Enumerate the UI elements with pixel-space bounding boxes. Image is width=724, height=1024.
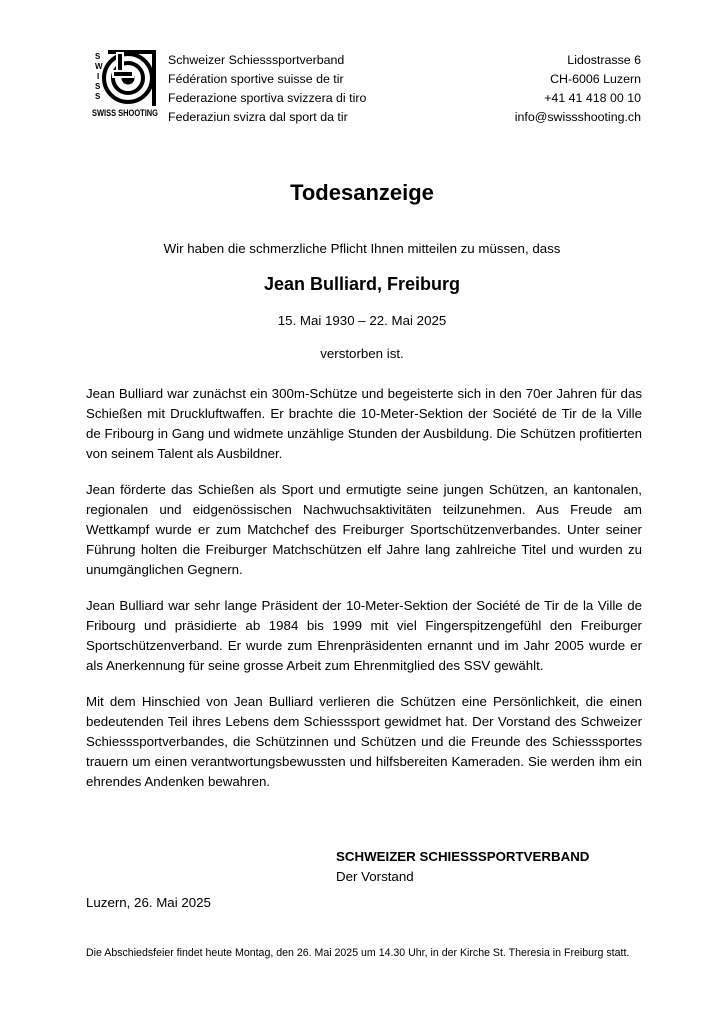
page-title: Todesanzeige (290, 180, 434, 205)
life-dates: 15. Mai 1930 – 22. Mai 2025 (277, 313, 447, 328)
address-email: info@swissshooting.ch (514, 110, 641, 124)
place-date: Luzern, 26. Mai 2025 (86, 895, 211, 910)
paragraph: Jean Bulliard war sehr lange Präsident der 10-Meter-Sektion der Société de Tir de la Ville de Fribourg und präsidierte ab 1984 bis 1999 mit viel Fingerspitzengefühl den Freiburger Sportschützenverband. Er wurde zum Ehrenpräsidenten ernannt und im Jahr 2005 wurde er als Anerkennung für seine grosse Arbeit zum Ehrenmitglied des SSV gewählt. (86, 598, 642, 673)
address-city: CH-6006 Luzern (550, 72, 641, 86)
address-phone: +41 41 418 00 10 (544, 91, 641, 105)
paragraph: Jean Bulliard war zunächst ein 300m-Schütze und begeisterte sich in den 70er Jahren für das Schießen mit Druckluftwaffen. Er brachte die 10-Meter-Sektion der Société de Tir de la Ville de Fribourg in Gang und widmete unzählige Stunden der Ausbildung. Die Schützen profitierten von seinem Talent als Ausbildner. (86, 386, 642, 461)
address-street: Lidostrasse 6 (567, 53, 641, 67)
organization-names (168, 51, 366, 127)
org-name-it: Federazione sportiva svizzera di tiro (168, 91, 367, 105)
obituary-body (86, 384, 642, 808)
contact-address (515, 51, 641, 127)
org-name-fr: Fédération sportive suisse de tir (168, 72, 344, 86)
footer-note: Die Abschiedsfeier findet heute Montag, den 26. Mai 2025 um 14.30 Uhr, in der Kirche St. Theresia in Freiburg statt. (86, 947, 630, 959)
paragraph: Mit dem Hinschied von Jean Bulliard verlieren die Schützen eine Persönlichkeit, die einen bedeutenden Teil ihres Lebens dem Schiesssport gewidmet hat. Der Vorstand des Schweizer Schiesssportverbandes, die Schützinnen und Schützen und die Freunde des Schiesssportes trauern um einen verantwortungsbewussten und hilfsbereiten Kameraden. Sie werden ihm ein ehrendes Andenken bewahren. (86, 694, 642, 789)
svg-text:W: W (95, 62, 103, 71)
intro-line: Wir haben die schmerzliche Pflicht Ihnen mitteilen zu müssen, dass (163, 241, 561, 256)
signature-block (336, 847, 589, 887)
signature-org: SCHWEIZER SCHIESSSPORTVERBAND (336, 849, 590, 864)
svg-text:S: S (95, 52, 101, 61)
org-name-de: Schweizer Schiesssportverband (168, 53, 345, 67)
deceased-line: verstorben ist. (320, 346, 404, 361)
logo-wordmark: SWISS SHOOTING (92, 108, 158, 119)
org-name-rm: Federaziun svizra dal sport da tir (168, 110, 348, 124)
svg-text:S: S (95, 82, 101, 91)
deceased-name: Jean Bulliard, Freiburg (263, 274, 461, 294)
svg-text:S: S (95, 92, 101, 101)
svg-text:I: I (97, 72, 100, 81)
paragraph: Jean förderte das Schießen als Sport und ermutigte seine jungen Schützen, an kantonalen, regionalen und eidgenössischen Nachwuchsaktivitäten teilzunehmen. Aus Freude am Wettkampf wurde er zum Matchchef des Freiburger Sportschützenverbandes. Unter seiner Führung holten die Freiburger Matchschützen elf Jahre lang zahlreiche Titel und wurden zu unumgänglichen Gegnern. (86, 482, 642, 577)
swiss-shooting-logo (92, 50, 158, 118)
signature-board: Der Vorstand (336, 869, 414, 884)
